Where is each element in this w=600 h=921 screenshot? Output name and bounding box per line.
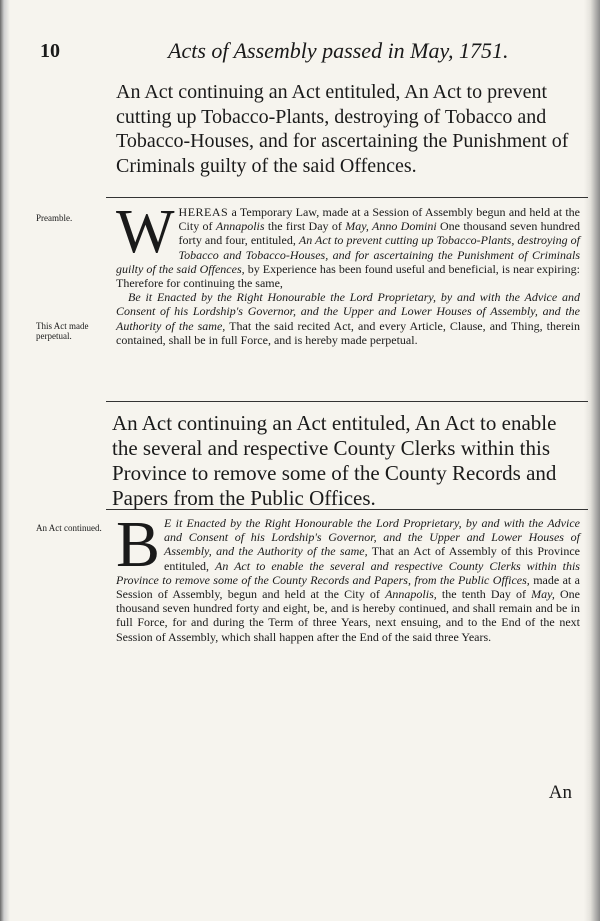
act2-enacting-paragraph: B E it Enacted by the Right Honourable the Lord Proprietary, by and with the Advice and Consent of his Lordship's Governor, and the Upper and Lower Houses of Assembly, and the Authority of the same, That an Act of Assembly of this Province entituled, An Act to enable the several and respective County Clerks within this Province to remove some of the County Records and Papers, from the Public Offices, made at a Session of Assembly, begun and held at the City of Annapolis, the tenth Day of May, One thousand seven hundred forty and eight, be, and is hereby continued, and shall remain and be in full Force, for and during the Term of three Years, next ensuing, and to the End of the next Session of Assembly, which shall happen after the End of the said three Years.	[116, 508, 581, 644]
page-binding-shadow	[0, 0, 10, 921]
act1-preamble-paragraph: WHEREAS a Temporary Law, made at a Session of Assembly begun and held at the City of Annapolis the first Day of May, Anno Domini One thousand seven hundred forty and four, entituled, An Act to prevent cutting up Tobacco-Plants, destroying of Tobacco and Tobacco-Houses, and for ascertaining the Punishment of Criminals guilty of the said Offences, by Experience has been found useful and beneficial, is near expiring: Therefore for continuing the same,	[116, 198, 581, 291]
section-rule	[106, 509, 588, 510]
dropcap-b: B	[116, 508, 161, 581]
page-edge-shadow	[584, 0, 600, 921]
margin-note-perpetual: This Act made perpetual.	[36, 321, 89, 341]
margin-note-preamble: Preamble.	[36, 213, 73, 223]
catchword: An	[548, 782, 572, 803]
dropcap-w: W	[116, 198, 175, 266]
page-number: 10	[40, 40, 60, 62]
act1-body	[116, 198, 581, 347]
running-head: Acts of Assembly passed in May, 1751.	[168, 38, 509, 63]
act1-enacting-paragraph: Be it Enacted by the Right Honourable the Lord Proprietary, by and with the Advice and Consent of his Lordship's Governor, and the Upper and Lower Houses of Assembly, and the Authority of the same, That the said recited Act, and every Article, Clause, and Thing, therein contained, shall be in full Force, and is hereby made perpetual.	[116, 290, 580, 347]
act2-body	[116, 508, 581, 644]
margin-note-continued: An Act continued.	[36, 523, 102, 533]
act2-title: An Act continuing an Act entituled, An Act to enable the several and respective County Clerks within this Province to remove some of the County Records and Papers from the Public Offices.	[112, 411, 557, 510]
act1-title: An Act continuing an Act entituled, An Act to prevent cutting up Tobacco-Plants, destroying of Tobacco and Tobacco-Houses, and for ascertaining the Punishment of Criminals guilty of the said Offences.	[116, 81, 569, 177]
section-rule	[106, 401, 588, 402]
section-rule	[106, 197, 588, 198]
